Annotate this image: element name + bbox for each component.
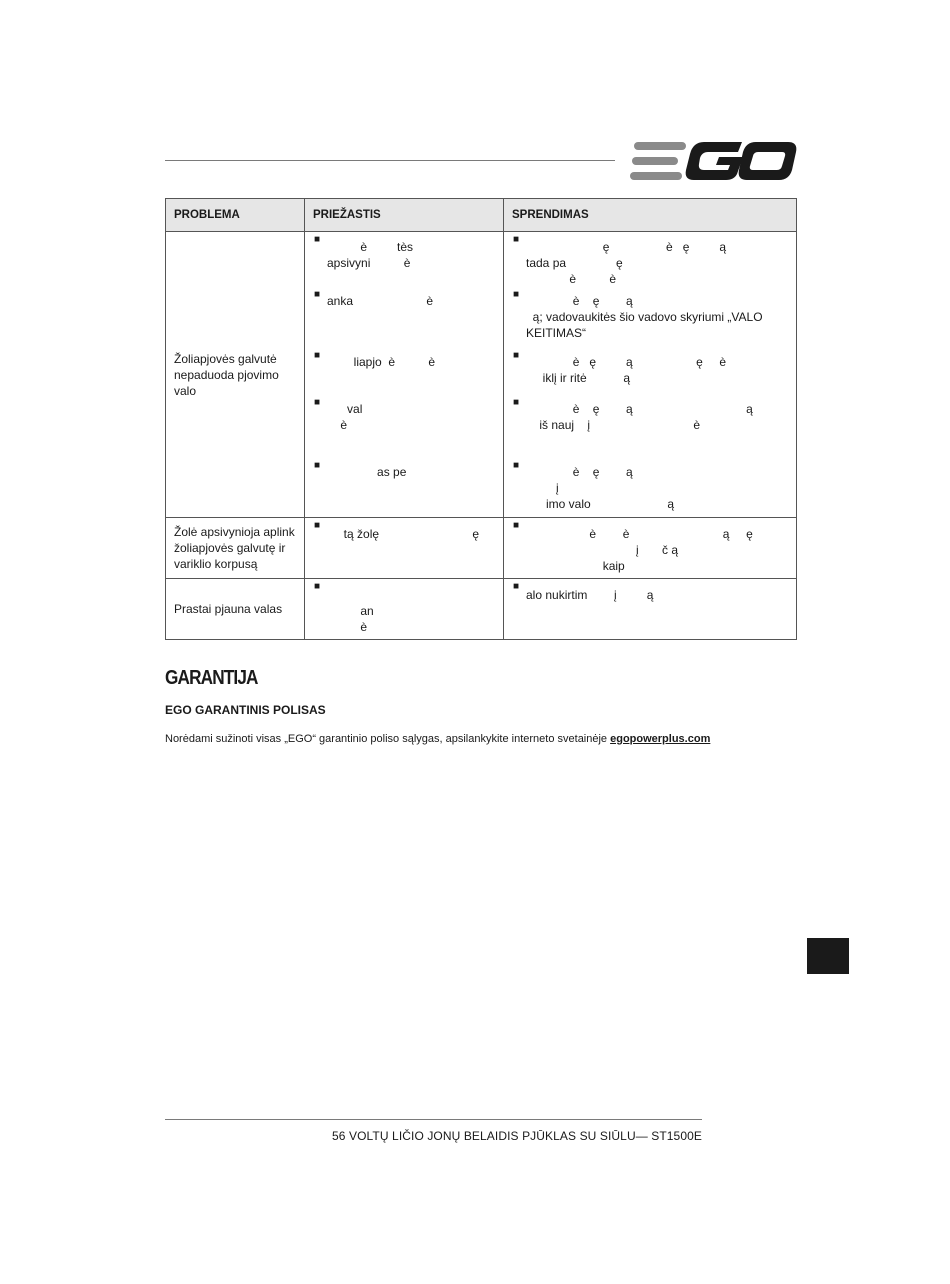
header-cause: PRIEŽASTIS [305,199,504,232]
problem-cell [166,232,305,518]
problem-text: Žolė apsivynioja aplink žoliapjovės galvutę ir variklio korpusą [174,525,295,571]
problem-text: Žoliapjovės galvutė nepaduoda pjovimo valo [174,351,279,398]
warranty-link[interactable]: egopowerplus.com [610,733,711,745]
bullet-icon: ■ [314,397,321,408]
table-header-row [166,199,797,232]
warranty-subtitle: EGO GARANTINIS POLISAS [165,703,326,717]
bullet-icon: ■ [314,350,321,361]
bullet-icon: ■ [314,581,321,592]
bullet-icon: ■ [513,460,520,471]
solution-item: ■ è ę ą ą iš nauj į è [513,397,753,432]
footer-rule [165,1119,702,1120]
cause-item: ■ tą žolę ę [314,520,480,541]
solution-item: ■ è ę ą ę è iklį ir ritė ą [513,350,727,385]
section-title: GARANTIJA [165,667,258,689]
bullet-icon: ■ [314,289,321,300]
bullet-icon: ■ [513,234,520,245]
cause-item: ■ anka è [314,289,434,308]
bullet-icon: ■ [513,397,520,408]
solution-item: ■ alo nukirtim į ą [513,581,654,602]
bullet-icon: ■ [513,520,520,531]
cause-item: ■ as pe [314,460,407,479]
cause-item: ■ è tès apsivyni è [314,234,414,270]
bullet-icon: ■ [314,460,321,471]
table-row [166,579,797,640]
bullet-icon: ■ [513,350,520,361]
bullet-icon: ■ [314,234,321,245]
cause-cell [305,232,504,518]
troubleshooting-table [165,198,797,640]
table-row [166,518,797,579]
problem-cell [166,518,305,579]
cause-cell [305,518,504,579]
language-tab-marker [807,938,849,974]
ego-logo [628,140,798,182]
problem-cell [166,579,305,640]
bullet-icon: ■ [314,520,321,531]
solution-cell [504,579,797,640]
table-row [166,232,797,518]
header-solution: SPRENDIMAS [504,199,797,232]
warranty-sentence: Norėdami sužinoti visas „EGO“ garantinio poliso sąlygas, apsilankykite interneto svetainėje [165,733,611,745]
solution-item: ■ è ę ą ą; vadovaukitės šio vadovo skyriumi „VALO KEITIMAS“ [513,289,763,340]
header-problem: PROBLEMA [166,199,305,232]
solution-item: ■ è è ą ę į č ą kaip [513,520,753,573]
bullet-icon: ■ [513,289,520,300]
bullet-icon: ■ [513,581,520,592]
warranty-text [165,733,710,745]
cause-item: ■ an è [314,581,374,634]
cause-item: ■ val è [314,397,363,432]
footer-text: 56 VOLTŲ LIČIO JONŲ BELAIDIS PJŪKLAS SU SIŪLU— ST1500E [332,1129,702,1143]
cause-item: ■ liapjo è è [314,350,436,369]
problem-text: Prastai pjauna valas [174,602,283,616]
cause-cell [305,579,504,640]
solution-item: ■ ę è ę ą tada pa ę è è [513,234,727,286]
header-rule [165,160,615,161]
solution-cell [504,518,797,579]
solution-cell [504,232,797,518]
solution-item: ■ è ę ą į imo valo ą [513,460,675,511]
